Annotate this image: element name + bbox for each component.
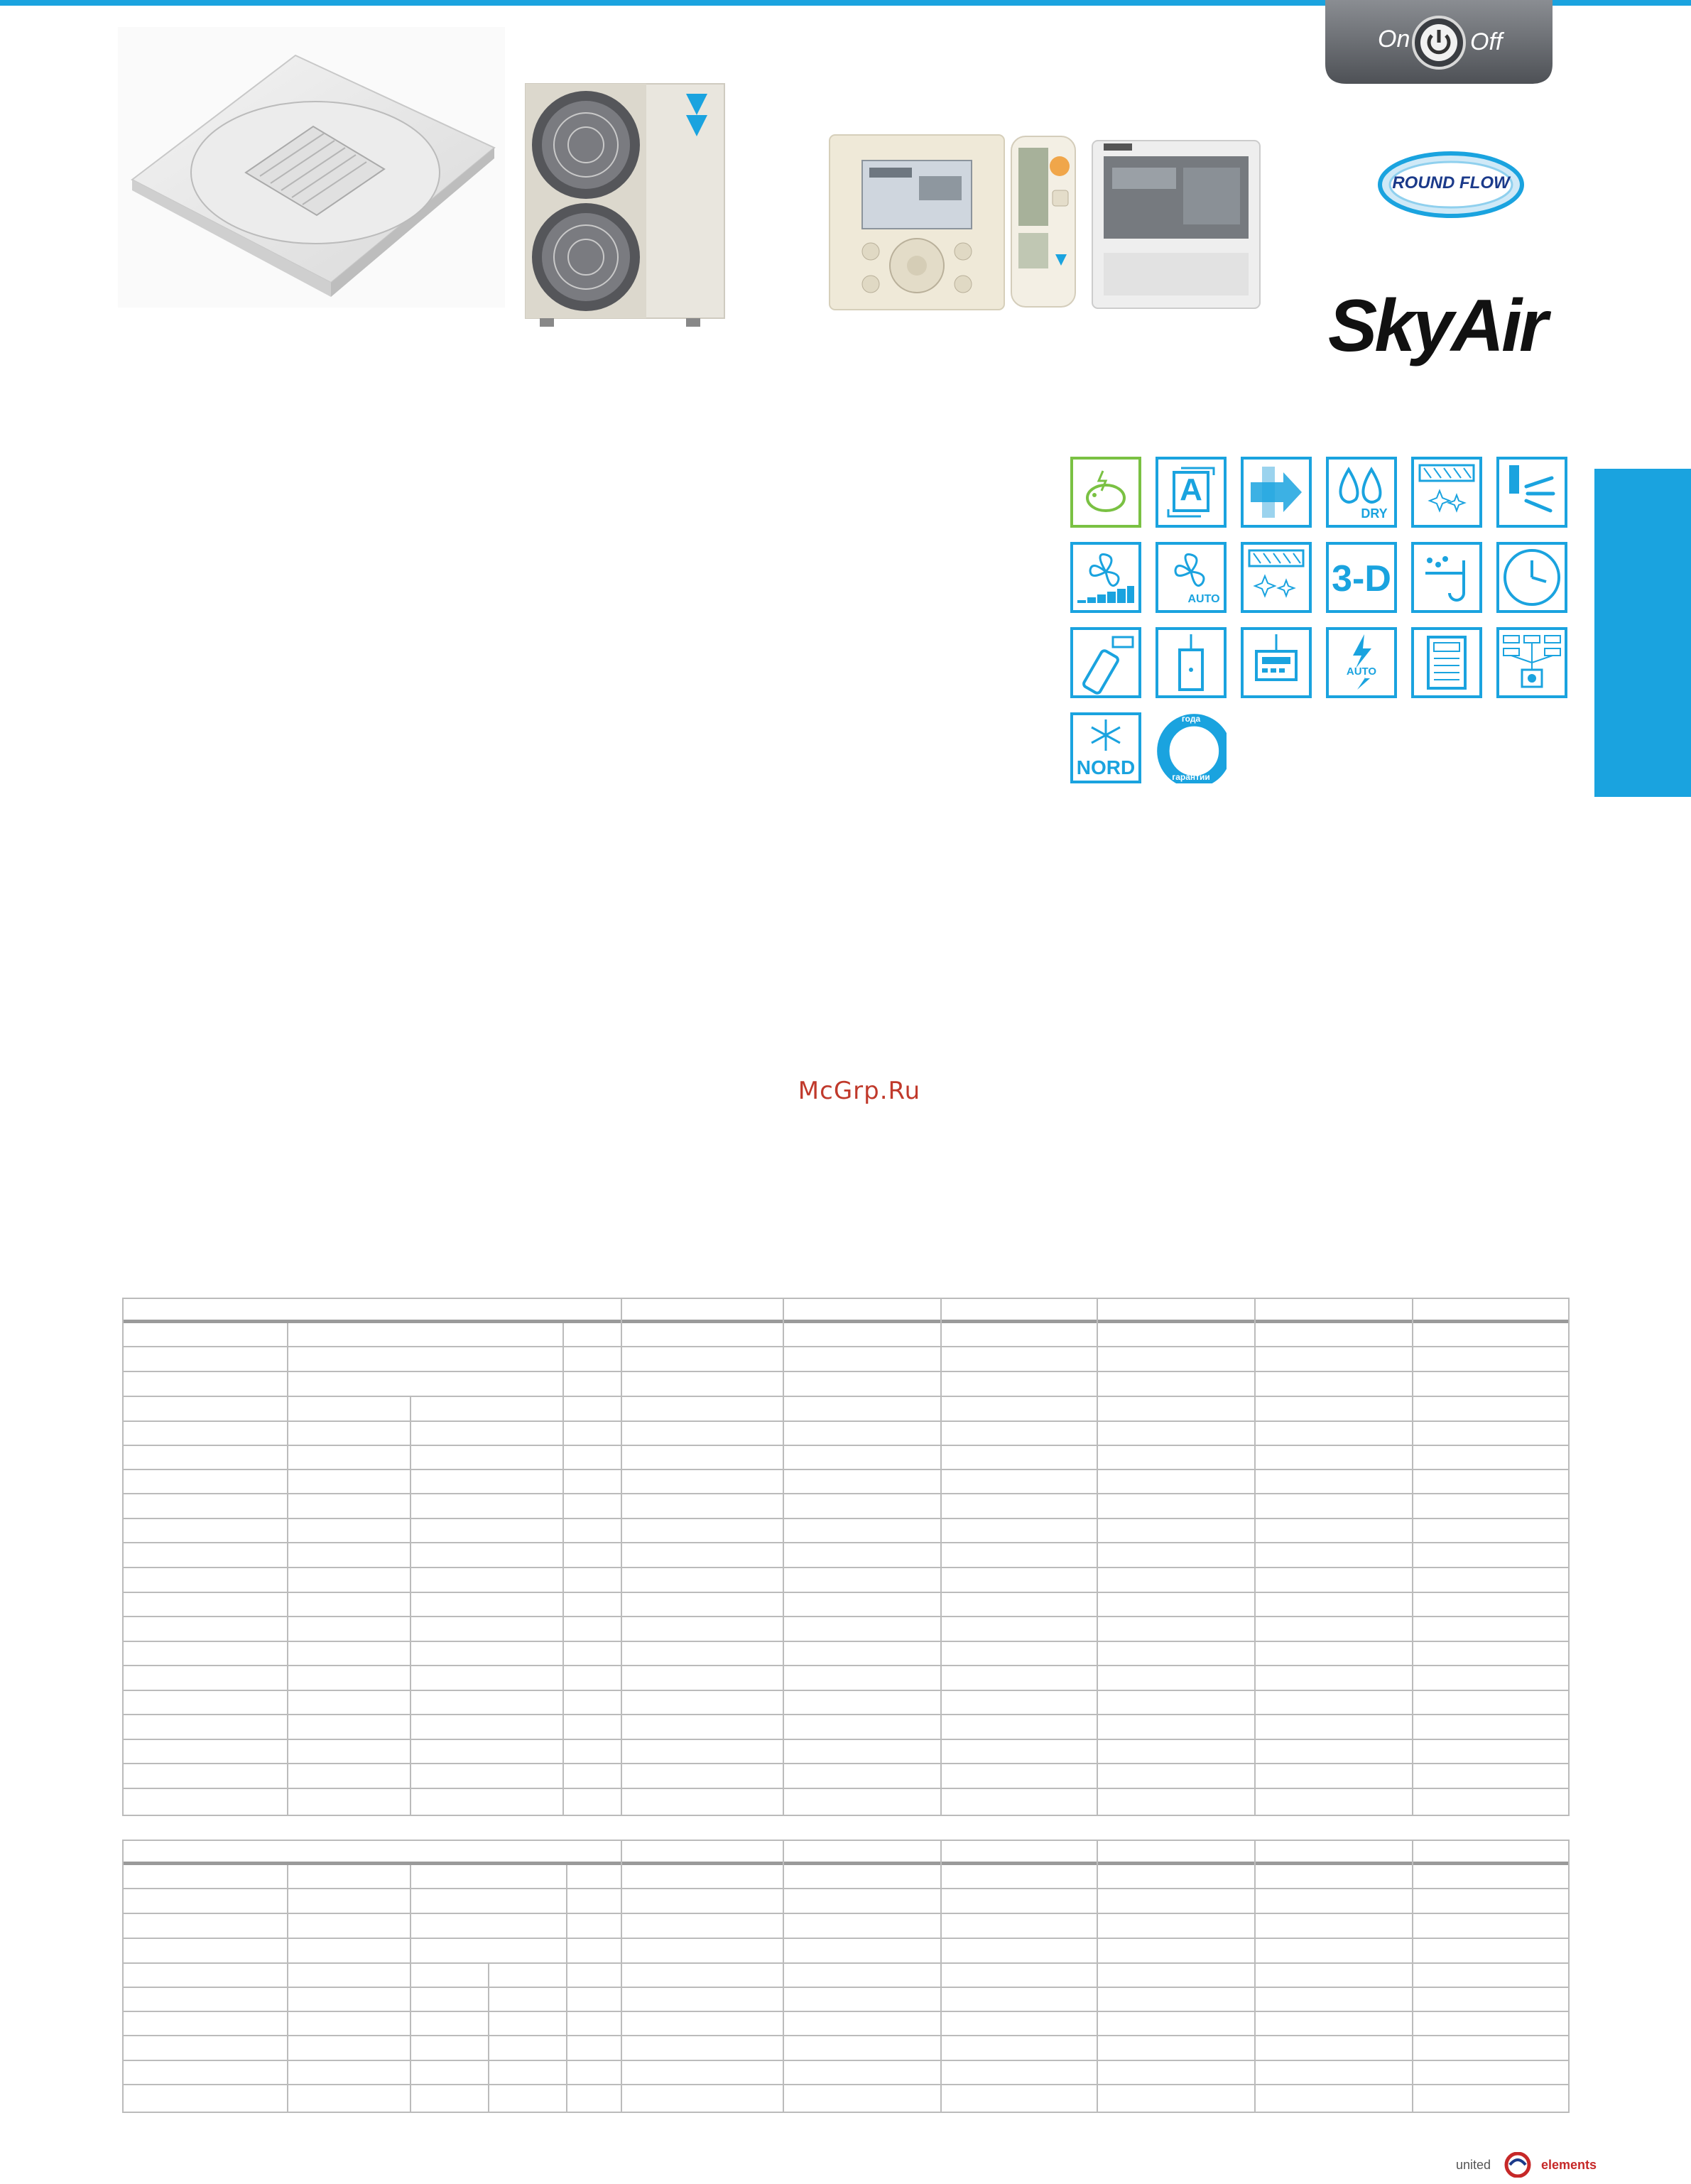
- section-side-tab: [1594, 469, 1691, 797]
- ir-remote-photo: [1007, 134, 1080, 311]
- outdoor-unit-photo: [523, 80, 730, 328]
- spec-table-indoor: [122, 1298, 1570, 1816]
- drain-pump-icon: [1411, 542, 1482, 613]
- cassette-unit-photo: [118, 27, 505, 308]
- weekly-timer-icon: [1411, 627, 1482, 698]
- fan-auto-icon: AUTO: [1156, 542, 1227, 613]
- footer-brand-right: elements: [1541, 2158, 1597, 2172]
- footer-brand-left: united: [1456, 2158, 1491, 2172]
- footer-brand-swirl-icon: [1500, 2152, 1535, 2178]
- filter-clean-icon: [1241, 542, 1312, 613]
- dry-mode-icon: DRY: [1326, 457, 1397, 528]
- air-purification-icon: [1411, 457, 1482, 528]
- centralized-control-icon: [1241, 627, 1312, 698]
- on-off-badge: [1318, 0, 1560, 87]
- spec-table-outdoor: [122, 1840, 1570, 2113]
- network-control-icon: [1496, 627, 1567, 698]
- auto-restart-icon: AUTO: [1326, 627, 1397, 698]
- energy-saving-piggybank-icon: [1070, 457, 1141, 528]
- fan-speed-steps-icon: [1070, 542, 1141, 613]
- nord-cold-climate-icon: NORD: [1070, 712, 1141, 783]
- watermark-text: McGrp.Ru: [798, 1077, 921, 1105]
- wired-remote-icon: [1156, 627, 1227, 698]
- round-flow-text: ROUND FLOW: [1392, 173, 1510, 192]
- footer-brand-logo: [1456, 2152, 1612, 2180]
- 3d-airflow-icon: 3-D: [1326, 542, 1397, 613]
- warranty-years-icon: года гарантии: [1156, 712, 1227, 783]
- simplified-controller-photo: [1091, 139, 1261, 310]
- air-swing-icon: [1496, 457, 1567, 528]
- on-label: On: [1378, 26, 1410, 53]
- auto-mode-icon: A: [1156, 457, 1227, 528]
- wired-controller-photo: [828, 134, 1006, 311]
- timer-clock-icon: [1496, 542, 1567, 613]
- air-flow-through-wall-icon: [1241, 457, 1312, 528]
- skyair-logo: SkyAir: [1328, 285, 1545, 367]
- infrared-remote-icon: [1070, 627, 1141, 698]
- off-label: Off: [1470, 28, 1503, 55]
